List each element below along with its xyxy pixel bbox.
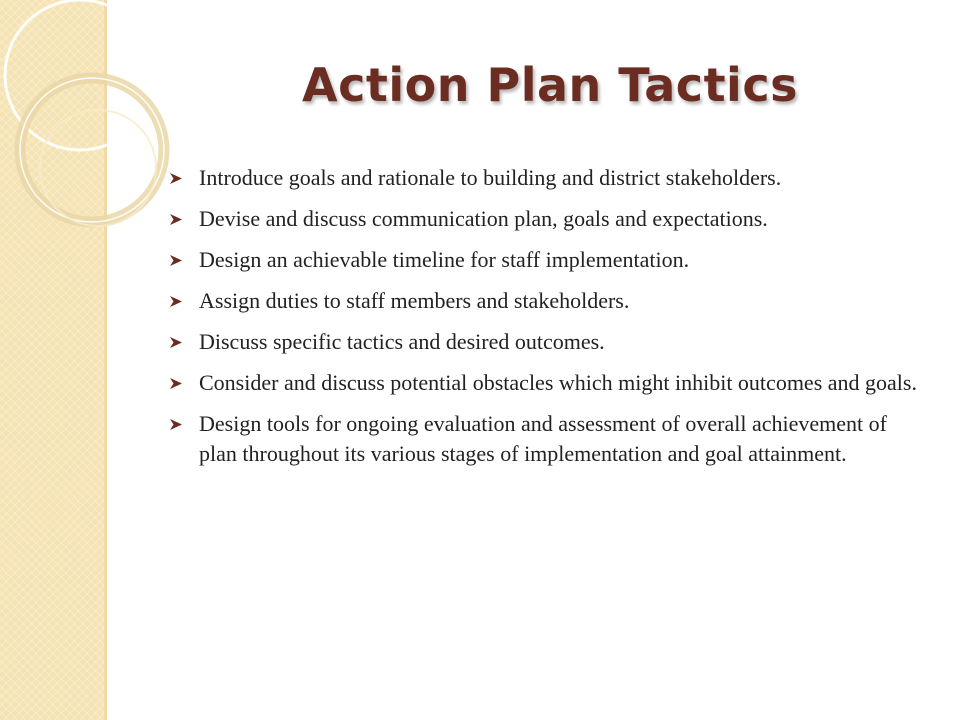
- bullet-text: Design an achievable timeline for staff implementation.: [199, 247, 690, 272]
- bullet-item: [170, 409, 930, 469]
- bullet-item: [170, 286, 930, 316]
- bullet-item: [170, 327, 930, 357]
- bullet-item: [170, 204, 930, 234]
- arrowhead-bullet-icon: [170, 419, 182, 430]
- slide-title: Action Plan Tactics: [302, 58, 798, 112]
- bullet-item: [170, 163, 930, 193]
- arrowhead-bullet-icon: [170, 173, 182, 184]
- bullet-list: [170, 163, 930, 480]
- arrowhead-bullet-icon: [170, 214, 182, 225]
- bullet-text: Discuss specific tactics and desired outcomes.: [199, 329, 605, 354]
- arrowhead-bullet-icon: [170, 296, 182, 307]
- bullet-text: Design tools for ongoing evaluation and assessment of overall achievement of plan throughout its various stages of implementation and goal attainment.: [199, 411, 887, 466]
- bullet-text: Devise and discuss communication plan, goals and expectations.: [199, 206, 768, 231]
- bullet-item: [170, 245, 930, 275]
- bullet-item: [170, 368, 930, 398]
- arrowhead-bullet-icon: [170, 337, 182, 348]
- arrowhead-bullet-icon: [170, 378, 182, 389]
- bullet-text: Assign duties to staff members and stakeholders.: [199, 288, 630, 313]
- arrowhead-bullet-icon: [170, 255, 182, 266]
- bullet-text: Consider and discuss potential obstacles which might inhibit outcomes and goals.: [199, 370, 917, 395]
- bullet-text: Introduce goals and rationale to building and district stakeholders.: [199, 165, 782, 190]
